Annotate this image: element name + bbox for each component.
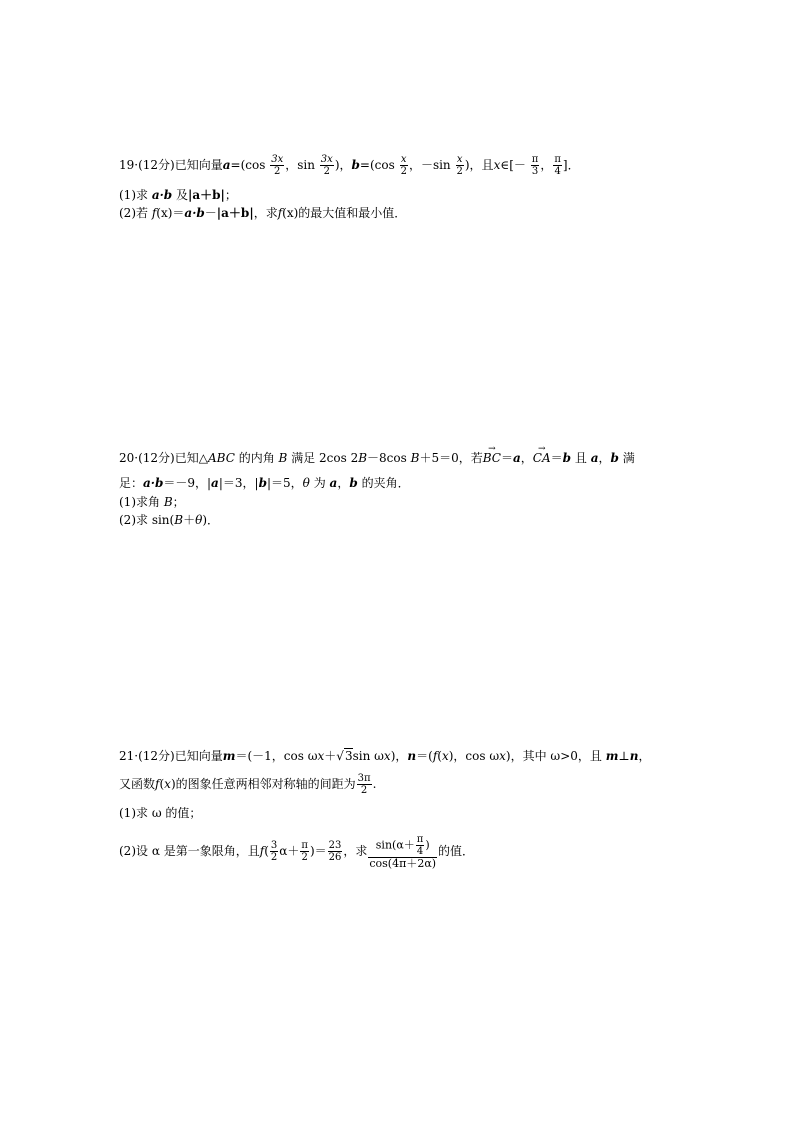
variable-x: x xyxy=(493,158,501,172)
stem-text: =(cos xyxy=(230,158,266,172)
stem-text: )， xyxy=(334,158,352,172)
stem-text: ，－sin xyxy=(408,158,451,172)
fraction: $\frac{\pi}{2}$ xyxy=(301,840,308,863)
vector-a: a xyxy=(222,158,231,172)
problem-19-stem: 19·(12分)已知向量a=(cos $\frac{3x}{2}$ ，sin $\frac{3x}{2}$ )，b=(cos $\frac{x}{2}$ ，－sin $\frac{x}{2}$ )，且x∈[－ $\frac{\pi}{3}$ ， $\frac{\pi}{4}$ ]． xyxy=(119,154,580,177)
stem-text: ∈[－ xyxy=(500,158,526,172)
vector-b: b xyxy=(351,158,360,172)
problem-19-part-2: (2)若 f(x)＝a·b－|a＋b|，求f(x)的最大值和最小值． xyxy=(119,206,407,220)
fraction: $\frac{23}{26}$ xyxy=(328,840,342,863)
problem-points: (12分) xyxy=(138,158,175,172)
big-fraction: sin(α＋ $\frac{\pi}{4}$ ) cos(4π＋2α) xyxy=(369,834,437,870)
fraction: $\frac{\pi}{3}$ xyxy=(531,154,539,177)
fraction: $\frac{3x}{2}$ xyxy=(320,154,333,177)
fraction: $\frac{3}{2}$ xyxy=(270,840,278,863)
problem-points: (12分) xyxy=(138,749,175,763)
problem-19-part-1: (1)求 a·b 及|a＋b|； xyxy=(119,188,237,202)
fraction: $\frac{\pi}{4}$ xyxy=(554,154,561,177)
problem-20-part-2: (2)求 sin(B＋θ)． xyxy=(119,513,219,527)
problem-number: 19 xyxy=(119,158,135,172)
stem-text: ，sin xyxy=(285,158,315,172)
problem-21-part-2: (2)设 α 是第一象限角，且f( $\frac{3}{2}$ α＋ $\frac{\pi}{2}$ )＝ $\frac{23}{26}$ ，求 sin(α＋ $\frac{\pi}{4}$ ) cos(4π＋2α) 的值． xyxy=(119,834,475,870)
problem-number: 20 xyxy=(119,451,135,465)
stem-text: =(cos xyxy=(359,158,395,172)
fraction: $\frac{3x}{2}$ xyxy=(271,154,284,177)
problem-21-part-1: (1)求 ω 的值； xyxy=(119,806,202,820)
stem-text: )，且 xyxy=(464,158,494,172)
problem-20-part-1: (1)求角 B； xyxy=(119,495,185,509)
fraction: $\frac{3\pi}{2}$ xyxy=(357,773,371,796)
vector-ca: → CA xyxy=(533,451,551,465)
stem-text: 已知向量 xyxy=(174,158,223,172)
fraction: $\frac{x}{2}$ xyxy=(400,154,407,177)
problem-21-stem-line-1: 21·(12分)已知向量m＝(－1，cos ωx＋√3sin ωx)，n＝(f(x)，cos ωx)，其中 ω>0，且 m⊥n， xyxy=(119,749,651,763)
fraction: $\frac{\pi}{4}$ xyxy=(416,834,424,857)
stem-text: ， xyxy=(540,158,553,172)
fraction: $\frac{x}{2}$ xyxy=(456,154,463,177)
problem-20-stem-line-1: 20·(12分)已知△ABC 的内角 B 满足 2cos 2B－8cos B＋5＝0，若→ BC＝a，→ CA＝b 且 a，b 满 xyxy=(119,451,635,465)
problem-number: 21 xyxy=(119,749,135,763)
vector-bc: → BC xyxy=(483,451,501,465)
problem-20-stem-line-2: 足：a·b＝－9，|a|＝3，|b|＝5，θ 为 a，b 的夹角． xyxy=(119,476,410,490)
problem-21-stem-line-2: 又函数f(x)的图象任意两相邻对称轴的间距为 $\frac{3\pi}{2}$ . xyxy=(119,773,377,796)
problem-points: (12分) xyxy=(138,451,175,465)
stem-text: ]． xyxy=(562,158,580,172)
